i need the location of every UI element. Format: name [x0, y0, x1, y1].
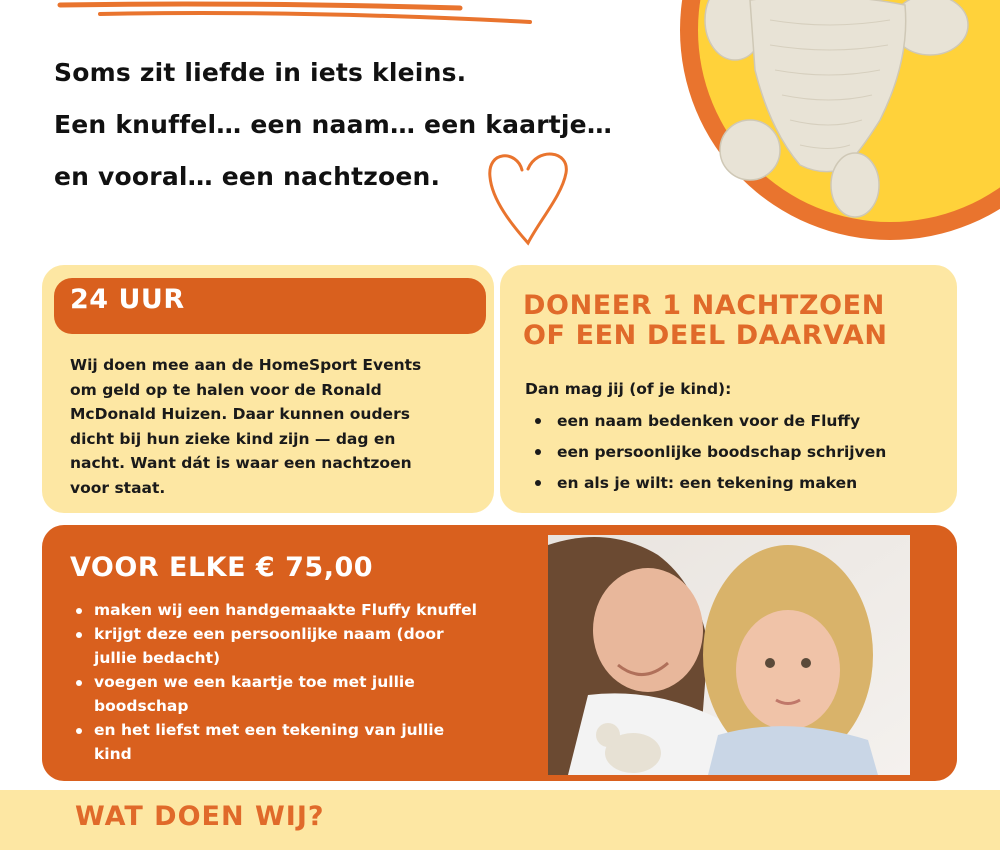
- card-doneer-title-line1: DONEER 1 NACHTZOEN: [523, 290, 885, 321]
- card-doneer-title-line2: OF EEN DEEL DAARVAN: [523, 320, 888, 351]
- card-voor-elke-list: [70, 598, 510, 766]
- crochet-bunny-image: [640, 0, 1000, 240]
- list-item: [70, 622, 510, 670]
- list-item: en als je wilt: een tekening maken: [525, 470, 886, 501]
- list-item-text: maken wij een handgemaakte Fluffy knuffel: [94, 601, 477, 619]
- list-item: [70, 598, 510, 622]
- body-line: dicht bij hun zieke kind zijn — dag en: [70, 429, 396, 448]
- brush-stroke-decoration: [40, 0, 540, 34]
- intro-line-1: Soms zit liefde in iets kleins.: [54, 58, 467, 87]
- list-item: een naam bedenken voor de Fluffy: [525, 408, 886, 439]
- card-24-uur-title: 24 UUR: [70, 284, 185, 315]
- body-line: voor staat.: [70, 478, 166, 497]
- intro-line-3: en vooral… een nachtzoen.: [54, 162, 441, 191]
- body-line: Wij doen mee aan de HomeSport Events: [70, 356, 422, 374]
- list-item-text: boodschap: [94, 697, 189, 715]
- list-item: een persoonlijke boodschap schrijven: [525, 439, 886, 470]
- mother-child-photo: [548, 535, 910, 775]
- card-doneer-intro: Dan mag jij (of je kind):: [525, 380, 732, 398]
- card-voor-elke-title: VOOR ELKE € 75,00: [70, 552, 374, 583]
- intro-line-2: Een knuffel… een naam… een kaartje…: [54, 110, 613, 139]
- list-item: [70, 718, 510, 766]
- list-item-text: krijgt deze een persoonlijke naam (door: [94, 625, 444, 643]
- list-item-text: jullie bedacht): [94, 649, 221, 667]
- body-line: McDonald Huizen. Daar kunnen ouders: [70, 405, 410, 423]
- list-item-text: voegen we een kaartje toe met jullie: [94, 673, 415, 691]
- list-item-text: kind: [94, 745, 132, 763]
- card-24-uur-body: [70, 353, 421, 500]
- body-line: nacht. Want dát is waar een nachtzoen: [70, 454, 412, 472]
- heart-doodle-icon: [482, 145, 572, 250]
- card-doneer-title: [523, 291, 888, 351]
- section-wat-doen-wij-title: WAT DOEN WIJ?: [75, 801, 325, 832]
- card-doneer-list: [525, 408, 886, 501]
- body-line: om geld op te halen voor de Ronald: [70, 380, 382, 399]
- list-item-text: en het liefst met een tekening van jullie: [94, 721, 445, 739]
- list-item: [70, 670, 510, 718]
- card-24-uur-header: [54, 278, 486, 334]
